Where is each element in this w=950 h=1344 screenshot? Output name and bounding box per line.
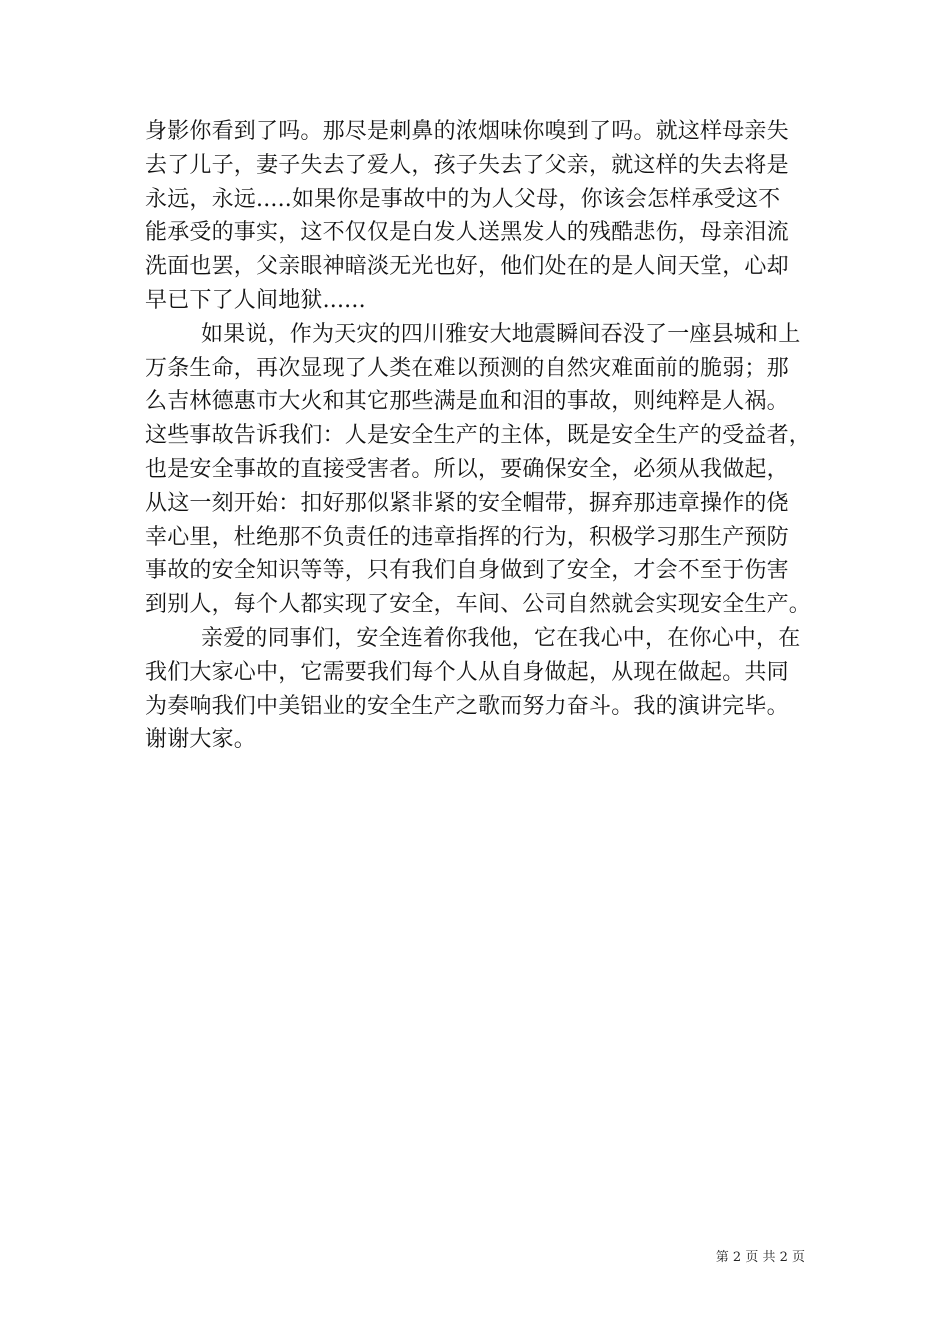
text-line: 我们大家心中，它需要我们每个人从自身做起，从现在做起。共同 — [145, 659, 789, 685]
paragraph-start-line: 亲爱的同事们，安全连着你我他，它在我心中，在你心中，在 — [201, 625, 801, 651]
text-line: 到别人，每个人都实现了安全，车间、公司自然就会实现安全生产。 — [145, 592, 812, 618]
text-line: 早已下了人间地狱...... — [145, 287, 366, 313]
text-line: 也是安全事故的直接受害者。所以，要确保安全，必须从我做起， — [145, 456, 789, 482]
text-line: 身影你看到了吗。那尽是刺鼻的浓烟味你嗅到了吗。就这样母亲失 — [145, 119, 789, 144]
body-text — [145, 115, 810, 757]
text-line: 能承受的事实，这不仅仅是白发人送黑发人的残酷悲伤，母亲泪流 — [145, 220, 789, 246]
text-line: 洗面也罢，父亲眼神暗淡无光也好，他们处在的是人间天堂，心却 — [145, 254, 789, 280]
text-line: 谢谢大家。 — [145, 727, 257, 753]
text-line: 事故的安全知识等等，只有我们自身做到了安全，才会不至于伤害 — [145, 558, 789, 584]
page-number-footer: 第 2 页 共 2 页 — [715, 1250, 805, 1265]
text-line: 去了儿子，妻子失去了爱人，孩子失去了父亲，就这样的失去将是 — [145, 152, 789, 178]
text-line: 万条生命，再次显现了人类在难以预测的自然灾难面前的脆弱；那 — [145, 355, 789, 381]
text-line: 永远，永远.....如果你是事故中的为人父母，你该会怎样承受这不 — [145, 186, 781, 212]
text-line: 为奏响我们中美铝业的安全生产之歌而努力奋斗。我的演讲完毕。 — [145, 693, 789, 719]
text-line: 从这一刻开始：扣好那似紧非紧的安全帽带，摒弃那违章操作的侥 — [145, 490, 789, 516]
text-line: 幸心里，杜绝那不负责任的违章指挥的行为，积极学习那生产预防 — [145, 524, 789, 550]
paragraph-start-line: 如果说，作为天灾的四川雅安大地震瞬间吞没了一座县城和上 — [201, 321, 801, 347]
text-line: 这些事故告诉我们：人是安全生产的主体，既是安全生产的受益者， — [145, 423, 812, 449]
text-line: 么吉林德惠市大火和其它那些满是血和泪的事故，则纯粹是人祸。 — [145, 389, 789, 415]
